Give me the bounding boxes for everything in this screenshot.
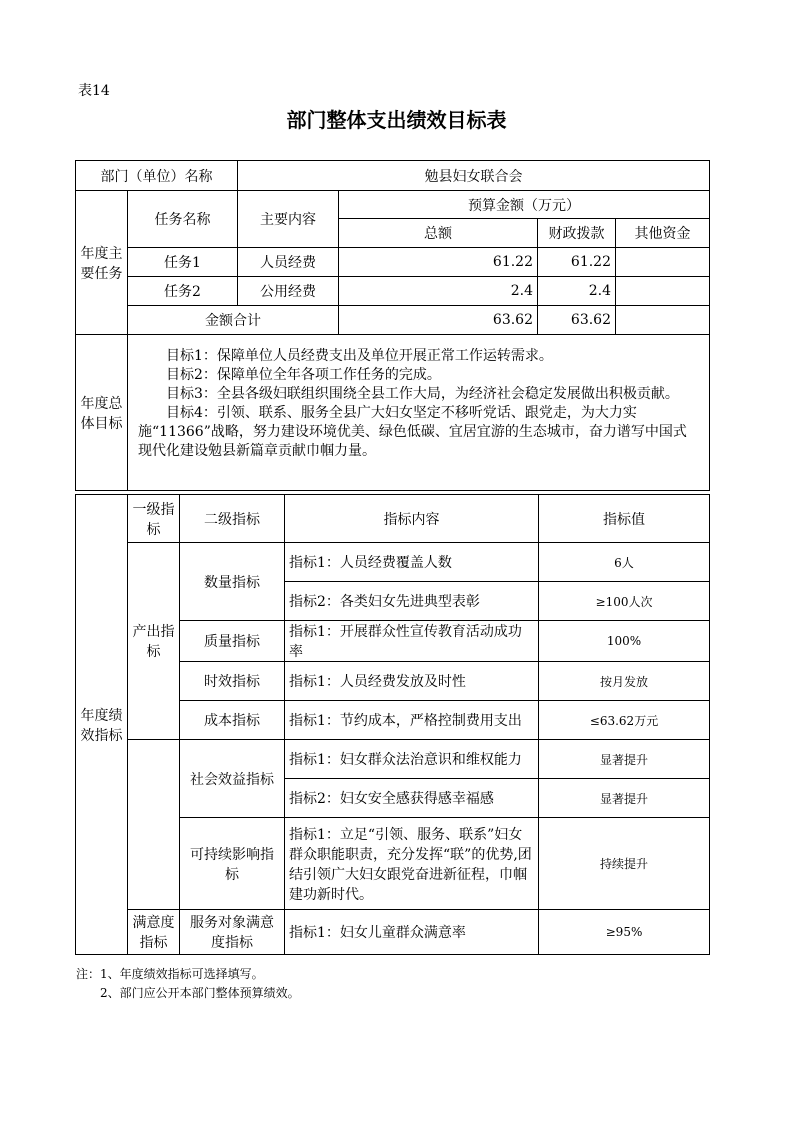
- task-content-header: 主要内容: [238, 191, 339, 248]
- annual-goal-label: 年度总体目标: [76, 335, 128, 491]
- indicator-content: 指标2：妇女安全感获得感幸福感: [285, 779, 539, 818]
- indicator-content: 指标1：开展群众性宣传教育活动成功率: [285, 621, 539, 662]
- task-name-header: 任务名称: [128, 191, 238, 248]
- task-row: [76, 277, 710, 306]
- indicator-value: ≥100人次: [539, 582, 710, 621]
- indicator-value: 持续提升: [539, 818, 710, 910]
- sustainability-indicator-label: 可持续影响指标: [180, 818, 285, 910]
- level1-header: 一级指标: [128, 495, 180, 543]
- goal-item: 目标2：保障单位全年各项工作任务的完成。: [166, 367, 441, 383]
- indicator-value: ≥95%: [539, 910, 710, 955]
- annual-performance-label: 年度绩效指标: [76, 495, 128, 955]
- task-total: 61.22: [339, 248, 538, 277]
- task-fiscal: 2.4: [538, 277, 616, 306]
- goal-item: 目标1：保障单位人员经费支出及单位开展正常工作运转需求。: [166, 348, 553, 364]
- fiscal-header: 财政拨款: [538, 219, 616, 248]
- satisfaction-indicator-label: 满意度指标: [128, 910, 180, 955]
- indicator-value: ≤63.62万元: [539, 701, 710, 740]
- output-indicator-label: 产出指标: [128, 543, 180, 740]
- total-header: 总额: [339, 219, 538, 248]
- indicator-content: 指标1：人员经费覆盖人数: [285, 543, 539, 582]
- indicator-value: 6人: [539, 543, 710, 582]
- task-name: 任务1: [128, 248, 238, 277]
- dept-name-value: 勉县妇女联合会: [238, 161, 710, 191]
- level2-header: 二级指标: [180, 495, 285, 543]
- service-satisfaction-indicator-label: 服务对象满意度指标: [180, 910, 285, 955]
- task-content: 人员经费: [238, 248, 339, 277]
- indicator-value: 100%: [539, 621, 710, 662]
- indicator-value-header: 指标值: [539, 495, 710, 543]
- annual-goals: [128, 335, 710, 491]
- cost-indicator-label: 成本指标: [180, 701, 285, 740]
- quality-indicator-label: 质量指标: [180, 621, 285, 662]
- effect-indicator-blank: [128, 740, 180, 910]
- other-funds-header: 其他资金: [616, 219, 710, 248]
- goal-item: 目标3：全县各级妇联组织围绕全县工作大局，为经济社会稳定发展做出积极贡献。: [166, 386, 679, 402]
- indicator-content-header: 指标内容: [285, 495, 539, 543]
- page-title: 部门整体支出绩效目标表: [286, 108, 507, 132]
- annual-task-label: 年度主要任务: [76, 191, 128, 335]
- task-other: [616, 248, 710, 277]
- budget-amount-header: 预算金额（万元）: [339, 191, 710, 219]
- footnote: 2、部门应公开本部门整体预算绩效。: [100, 986, 300, 1000]
- indicator-content: 指标1：立足“引领、服务、联系”妇女群众职能职责，充分发挥“联”的优势,团结引领广大妇女跟党奋进新征程，巾帼建功新时代。: [285, 818, 539, 910]
- indicator-content: 指标1：妇女儿童群众满意率: [285, 910, 539, 955]
- task-content: 公用经费: [238, 277, 339, 306]
- indicator-value: 按月发放: [539, 662, 710, 701]
- sum-label: 金额合计: [128, 306, 339, 335]
- indicator-value: 显著提升: [539, 779, 710, 818]
- sum-total: 63.62: [339, 306, 538, 335]
- social-benefit-indicator-label: 社会效益指标: [180, 740, 285, 818]
- dept-name-label: 部门（单位）名称: [76, 161, 238, 191]
- task-name: 任务2: [128, 277, 238, 306]
- sum-fiscal: 63.62: [538, 306, 616, 335]
- indicator-content: 指标1：人员经费发放及时性: [285, 662, 539, 701]
- quantity-indicator-label: 数量指标: [180, 543, 285, 621]
- timeliness-indicator-label: 时效指标: [180, 662, 285, 701]
- task-fiscal: 61.22: [538, 248, 616, 277]
- task-other: [616, 277, 710, 306]
- indicator-content: 指标2：各类妇女先进典型表彰: [285, 582, 539, 621]
- footnotes: [76, 965, 300, 1003]
- sum-other: [616, 306, 710, 335]
- table-number: 表14: [78, 83, 110, 99]
- task-total: 2.4: [339, 277, 538, 306]
- performance-indicator-table: [75, 494, 710, 955]
- footnote: 注：1、年度绩效指标可选择填写。: [76, 967, 264, 981]
- indicator-content: 指标1：节约成本，严格控制费用支出: [285, 701, 539, 740]
- goal-item: 目标4：引领、联系、服务全县广大妇女坚定不移听党话、跟党走，为大力实施“11366”战略，努力建设环境优美、绿色低碳、宜居宜游的生态城市，奋力谱写中国式现代化建设勉县新篇章贡献巾帼力量。: [138, 405, 687, 459]
- task-row: [76, 248, 710, 277]
- indicator-content: 指标1：妇女群众法治意识和维权能力: [285, 740, 539, 779]
- budget-task-table: [75, 160, 710, 491]
- indicator-value: 显著提升: [539, 740, 710, 779]
